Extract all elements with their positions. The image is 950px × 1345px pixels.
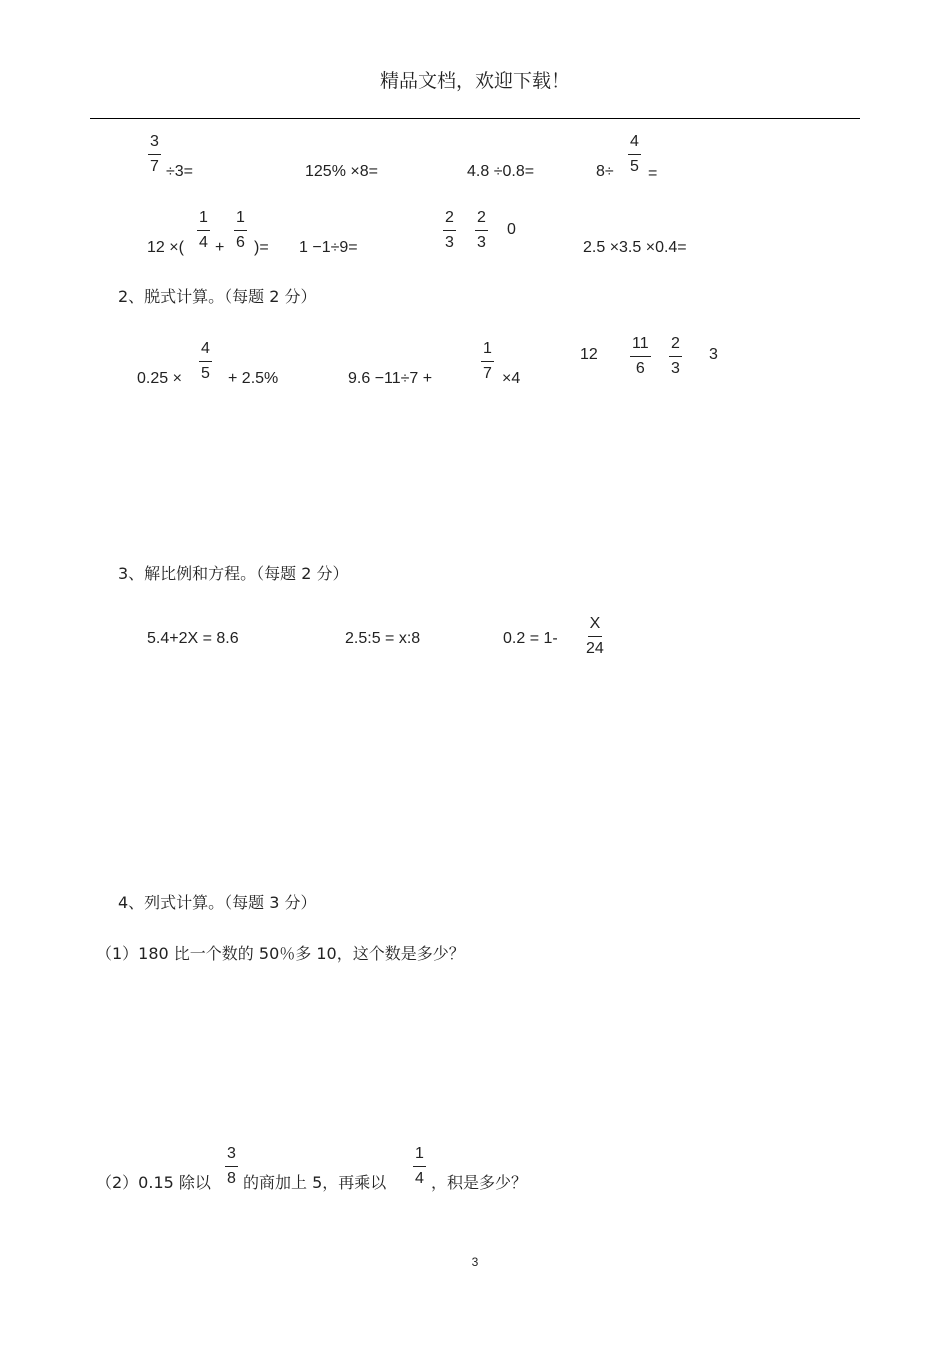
header-divider <box>90 118 860 119</box>
numerator: 2 <box>475 209 488 231</box>
numerator: 1 <box>481 340 494 362</box>
question-2-head: （2）0.15 除以 <box>96 1173 211 1192</box>
expr-3: 3 <box>709 346 718 363</box>
denominator: 4 <box>199 234 208 251</box>
page-number: 3 <box>471 1255 479 1269</box>
expr-9-6-head: 9.6 −11÷7 + <box>348 370 433 387</box>
expr-tail: )= <box>254 239 269 256</box>
question-2-tail: ，积是多少？ <box>431 1173 528 1192</box>
numerator: 1 <box>234 209 247 231</box>
fraction-1-4 <box>197 209 210 252</box>
denominator: 7 <box>150 158 159 175</box>
expr-125-percent: 125% ×8= <box>305 163 378 180</box>
expr-0-25-head: 0.25 × <box>137 370 182 387</box>
fraction-4-5 <box>199 340 212 383</box>
fraction-4-5 <box>628 133 641 176</box>
numerator: 4 <box>628 133 641 155</box>
numerator: 3 <box>225 1145 238 1167</box>
section-3-title: 3、解比例和方程。（每题 2 分） <box>118 564 349 583</box>
denominator: 7 <box>483 365 492 382</box>
denominator: 3 <box>477 234 486 251</box>
fraction-2-3 <box>443 209 456 252</box>
numerator: X <box>588 615 603 637</box>
denominator: 4 <box>415 1170 424 1187</box>
numerator: 1 <box>413 1145 426 1167</box>
numerator: 3 <box>148 133 161 155</box>
equation-3-head: 0.2 = 1- <box>503 630 558 647</box>
numerator: 11 <box>630 335 651 357</box>
expr-12-times-head: 12 ×( <box>147 239 184 256</box>
denominator: 6 <box>236 234 245 251</box>
fraction-3-7 <box>148 133 161 176</box>
denominator: 3 <box>445 234 454 251</box>
fraction-2-3 <box>669 335 682 378</box>
plus-sign: + <box>215 239 225 256</box>
fraction-x-24 <box>584 615 606 658</box>
denominator: 3 <box>671 360 680 377</box>
expr-tail: ÷3= <box>166 163 194 180</box>
fraction-3-8 <box>225 1145 238 1188</box>
equation-1: 5.4+2X = 8.6 <box>147 630 239 647</box>
expr-tail: = <box>648 165 658 182</box>
expr-tail: ×4 <box>502 370 521 387</box>
fraction-2-3 <box>475 209 488 252</box>
page-header-title: 精品文档，欢迎下载！ <box>379 70 570 92</box>
fraction-1-4 <box>413 1145 426 1188</box>
zero-value: 0 <box>507 221 516 238</box>
proportion-equation: 2.5:5 = x:8 <box>345 630 421 647</box>
denominator: 24 <box>586 640 604 657</box>
question-2-middle: 的商加上 5，再乘以 <box>243 1173 387 1192</box>
section-4-title: 4、列式计算。（每题 3 分） <box>118 893 317 912</box>
numerator: 2 <box>443 209 456 231</box>
section-2-title: 2、脱式计算。（每题 2 分） <box>118 287 317 306</box>
denominator: 5 <box>630 158 639 175</box>
numerator: 4 <box>199 340 212 362</box>
numerator: 1 <box>197 209 210 231</box>
expr-1-minus: 1 −1÷9= <box>299 239 358 256</box>
denominator: 8 <box>227 1170 236 1187</box>
fraction-11-6 <box>630 335 651 378</box>
expr-12: 12 <box>580 346 598 363</box>
numerator: 2 <box>669 335 682 357</box>
expr-8-div-head: 8÷ <box>596 163 614 180</box>
denominator: 5 <box>201 365 210 382</box>
fraction-1-6 <box>234 209 247 252</box>
fraction-1-7 <box>481 340 494 383</box>
expr-4-8-div: 4.8 ÷0.8= <box>467 163 535 180</box>
question-1: （1）180 比一个数的 50％多 10，这个数是多少？ <box>96 944 465 963</box>
denominator: 6 <box>635 360 645 377</box>
expr-tail: + 2.5% <box>228 370 279 387</box>
expr-2-5-times: 2.5 ×3.5 ×0.4= <box>583 239 687 256</box>
